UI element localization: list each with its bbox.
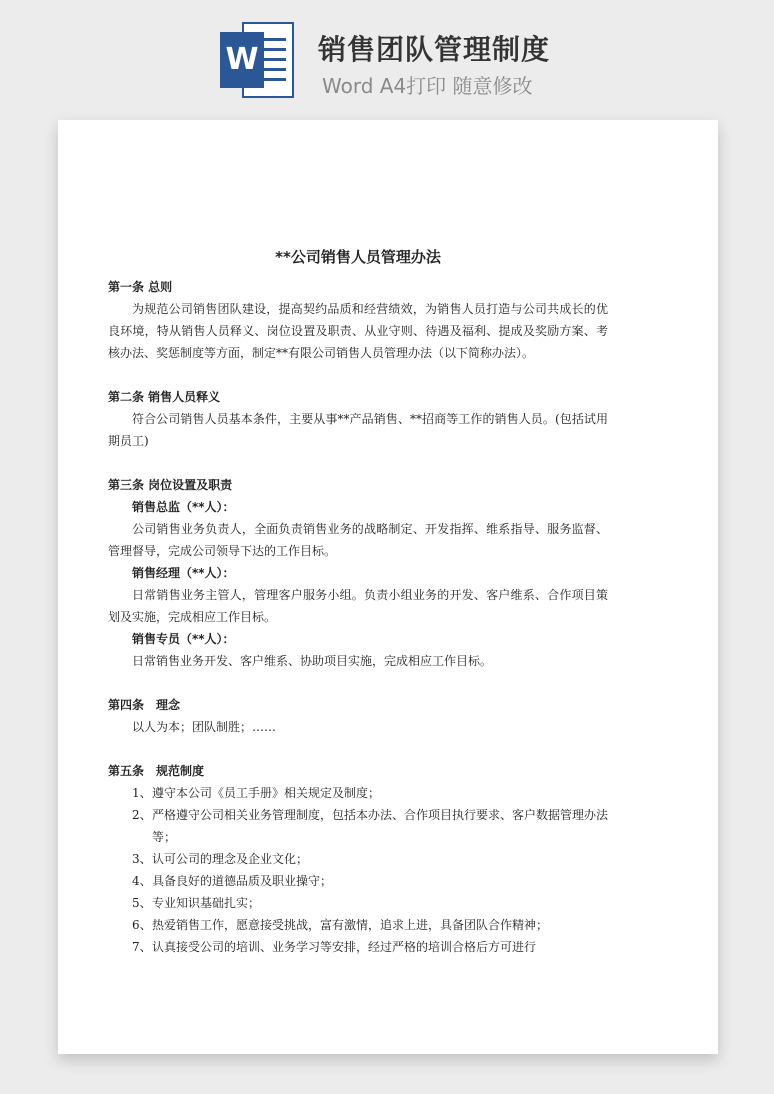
list-number: 3、 [132,852,152,866]
list-number: 2、 [132,808,152,822]
list-text: 认可公司的理念及企业文化； [152,852,309,866]
paragraph: 为规范公司销售团队建设，提高契约品质和经营绩效，为销售人员打造与公司共成长的优良环境，特从销售人员释义、岗位设置及职责、从业守则、待遇及福利、提成及奖励方案、考核办法、奖惩制度等方面，制定**有限公司销售人员管理办法（以下简称办法）。 [108,302,608,360]
list-number: 1、 [132,786,152,800]
paragraph: 日常销售业务主管人，管理客户服务小组。负责小组业务的开发、客户维系、合作项目策划及实施，完成相应工作目标。 [108,588,608,624]
list-text: 严格遵守公司相关业务管理制度，包括本办法、合作项目执行要求、客户数据管理办法等； [152,808,609,844]
list-item [108,936,608,958]
list-item [108,782,608,804]
list-item [108,804,608,848]
role-title: 销售经理（**人）： [132,566,235,580]
word-document-icon [220,22,294,98]
section-heading: 第四条 理念 [108,698,181,712]
list-number: 5、 [132,896,152,910]
section-heading: 第二条 销售人员释义 [108,390,221,404]
list-number: 6、 [132,918,152,932]
section-heading: 第五条 规范制度 [108,764,205,778]
list-text: 专业知识基础扎实； [152,896,261,910]
section-heading: 第三条 岗位设置及职责 [108,478,233,492]
role-title: 销售总监（**人）： [132,500,235,514]
paragraph: 以人为本；团队制胜；…… [132,720,277,734]
list-item [108,848,608,870]
paragraph: 日常销售业务开发、客户维系、协助项目实施，完成相应工作目标。 [132,654,493,668]
list-item [108,914,608,936]
section-heading: 第一条 总则 [108,280,173,294]
header-subtitle: Word A4打印 随意修改 [322,74,533,98]
header-title: 销售团队管理制度 [318,33,551,66]
page-header [0,0,774,110]
list-item [108,870,608,892]
list-text: 具备良好的道德品质及职业操守； [152,874,333,888]
paragraph: 公司销售业务负责人，全面负责销售业务的战略制定、开发指挥、维系指导、服务监督、管理督导，完成公司领导下达的工作目标。 [108,522,608,558]
document-body [108,246,608,958]
list-number: 4、 [132,874,152,888]
list-number: 7、 [132,940,152,954]
role-title: 销售专员（**人）： [132,632,235,646]
document-title: **公司销售人员管理办法 [275,248,441,266]
list-text: 遵守本公司《员工手册》相关规定及制度； [152,786,381,800]
word-icon-letter: W [220,32,264,88]
list-text: 认真接受公司的培训、业务学习等安排，经过严格的培训合格后方可进行 [152,940,537,954]
paragraph: 符合公司销售人员基本条件，主要从事**产品销售、**招商等工作的销售人员。(包括试用期员工) [108,412,608,448]
list-item [108,892,608,914]
list-text: 热爱销售工作，愿意接受挑战，富有激情，追求上进，具备团队合作精神； [152,918,549,932]
